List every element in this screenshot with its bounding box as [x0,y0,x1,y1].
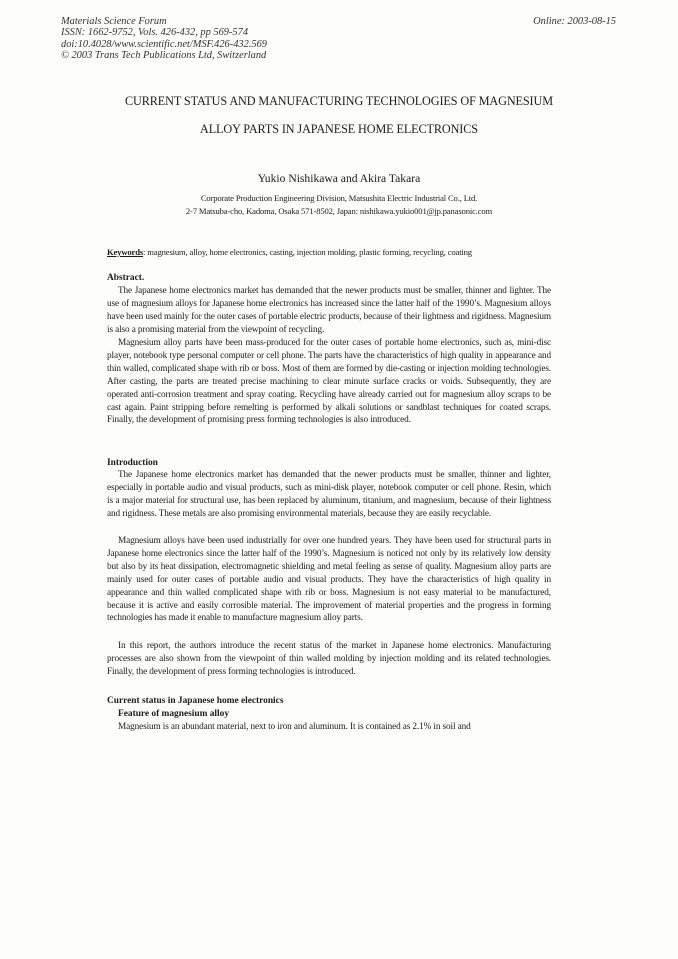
introduction-paragraph-1: The Japanese home electronics market has demanded that the newer products must be smaller, thinner and lighter, especially in portable audio and visual products, such as mini-disk player, notebook computer or cell phone. Resin, which is a major material for structural use, has been replaced by aluminum, titanium, and magnesium, because of their lightness and rigidness. These metals are also promising environmental materials, because they are easily recyclable. [107,470,551,519]
introduction-paragraph-3: In this report, the authors introduce the recent status of the market in Japanese home electronics. Manufacturing processes are also shown from the viewpoint of thin walled molding by injection molding and its related technologies. Finally, the development of press forming technologies is introduced. [107,641,551,677]
abstract-heading: Abstract. [107,273,145,283]
copyright-line: © 2003 Trans Tech Publications Ltd, Switzerland [61,50,267,62]
authors: Yukio Nishikawa and Akira Takara [257,172,421,185]
abstract-paragraph-1: The Japanese home electronics market has demanded that the newer products must be smaller, thinner and lighter. The use of magnesium alloys for Japanese home electronics has increased since the latter half of the 1990’s. Magnesium alloys have been used mainly for the outer cases of portable electric products, because of their lightness and rigidness. Magnesium is also a promising material from the viewpoint of recycling. [107,286,551,335]
issn-line: ISSN: 1662-9752, Vols. 426-432, pp 569-574 [61,27,249,39]
affiliation-line-2: 2-7 Matsuba-cho, Kadoma, Osaka 571-8502, Japan: nishikawa.yukio001@jp.panasonic.com [185,206,493,216]
journal-name: Materials Science Forum [61,16,167,27]
keywords-list: : magnesium, alloy, home electronics, casting, injection molding, plastic forming, recycling, coating [143,247,472,257]
paper-title-line-1: CURRENT STATUS AND MANUFACTURING TECHNOLOGIES OF MAGNESIUM [125,94,553,108]
feature-subheading: Feature of magnesium alloy [118,709,230,719]
keywords-label: Keywords [107,247,144,257]
current-status-heading: Current status in Japanese home electronics [107,696,284,706]
doi-line: doi:10.4028/www.scientific.net/MSF.426-432.569 [61,38,267,50]
introduction-paragraph-2: Magnesium alloys have been used industrially for over one hundred years. They have been used for structural parts in Japanese home electronics since the latter half of the 1990’s. Magnesium is noticed not only by its relatively low density but also by its heat dissipation, electromagnetic shielding and metal feeling as sense of quality. Magnesium alloy parts are mainly used for outer cases of portable audio and visual products. They have the characteristics of high quality in appearance and thin walled complicated shape with rib or boss. Magnesium is not easy material to be manufactured, because it is active and easily corrosible material. The improvement of material properties and the progress in forming technologies has made it enable to manufacture magnesium alloy parts. [107,536,551,624]
paper-title-line-2: ALLOY PARTS IN JAPANESE HOME ELECTRONICS [200,122,478,136]
keywords [107,247,577,257]
online-date: Online: 2003-08-15 [533,16,616,27]
abstract-paragraph-2: Magnesium alloy parts have been mass-produced for the outer cases of portable home electronics, such as, mini-disc player, notebook type personal computer or cell phone. The parts have the characteristics of high quality in appearance and thin walled, complicated shape with rib or boss. Most of them are formed by die-casting or injection molding technologies. After casting, the parts are treated precise machining to clear minute surface cracks or voids. Subsequently, they are operated anti-corrosion treatment and spray coating. Recycling have already carried out for magnesium alloy scraps to be cast again. Paint stripping before remelting is performed by alkali solutions or sandblast techniques for coated scraps. Finally, the development of promising press forming technologies is also introduced. [107,338,551,426]
affiliation-line-1: Corporate Production Engineering Division, Matsushita Electric Industrial Co., Ltd. [200,193,478,203]
journal-header [61,16,267,62]
introduction-heading: Introduction [107,458,158,468]
feature-paragraph-1: Magnesium is an abundant material, next to iron and aluminum. It is contained as 2.1% in soil and [118,722,471,732]
